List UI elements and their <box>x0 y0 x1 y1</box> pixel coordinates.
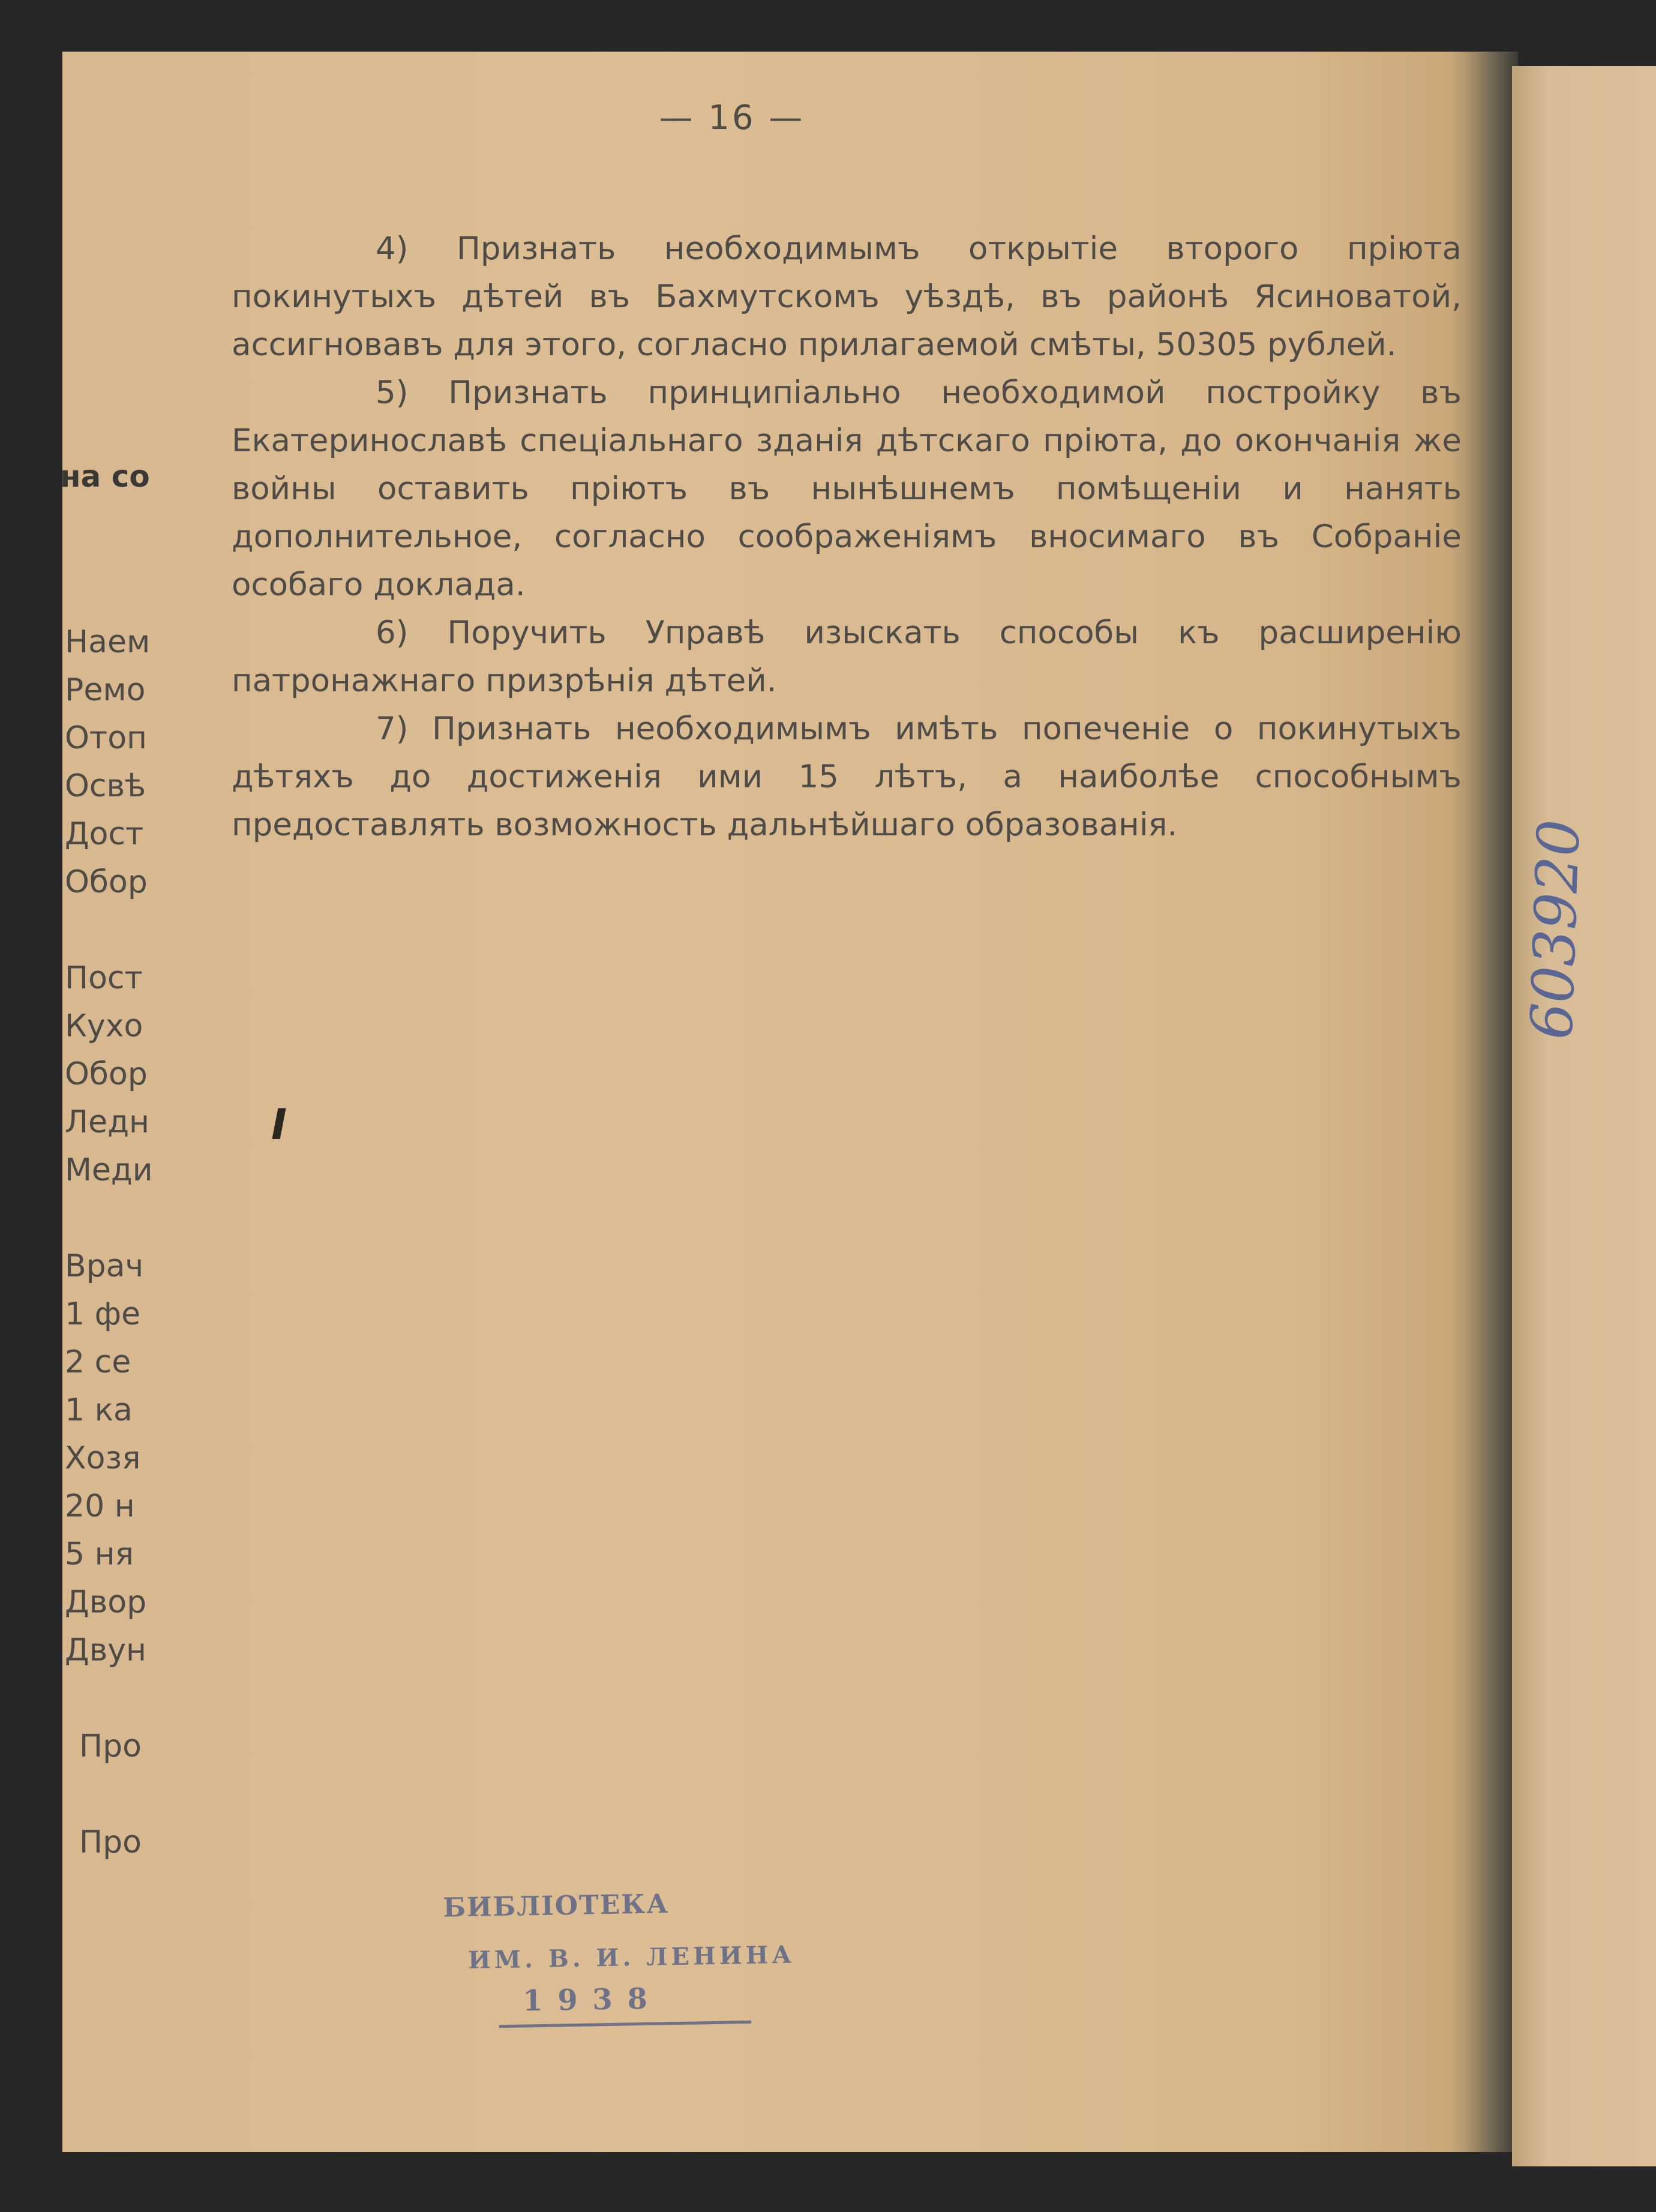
paragraph-5: 5) Признать принципіально необходимой постройку въ Екатеринославѣ спеціальнаго зданія дѣтскаго пріюта, до окончанія же войны оставить пріютъ въ нынѣшнемъ помѣщеніи и нанять дополнительное, согласно соображеніямъ вносимаго въ Собраніе особаго доклада. <box>232 374 1462 603</box>
right-list-item: Врач <box>65 1248 144 1284</box>
paragraph-7: 7) Признать необходимымъ имѣть попеченіе о покинутыхъ дѣтяхъ до достиженія ими 15 лѣтъ, а наиболѣе способнымъ предоставлять возможность дальнѣйшаго образованія. <box>232 711 1462 843</box>
right-list-item: 2 се <box>65 1344 131 1380</box>
handwritten-inventory-number: 603920 <box>1518 818 1593 1041</box>
right-list-item: Отоп <box>65 720 148 756</box>
right-list-item: Освѣ <box>65 768 146 804</box>
right-page <box>1512 66 1656 2166</box>
right-list-item: Дост <box>65 816 144 852</box>
right-list-item: Меди <box>65 1152 153 1188</box>
right-list-item: Про <box>79 1728 142 1764</box>
right-list-item: Ремо <box>65 672 146 708</box>
right-list-item: Пост <box>65 960 143 996</box>
right-list-item: 1 фе <box>65 1296 141 1332</box>
stamp-line-3: 1 9 3 8 <box>522 1982 650 2018</box>
page-body-text <box>232 225 1462 849</box>
right-list-item: 5 ня <box>65 1536 134 1572</box>
right-list-item: 1 ка <box>65 1392 133 1428</box>
right-list-item: Наем <box>65 624 151 660</box>
library-stamp <box>371 1881 796 2038</box>
right-page-heading: на со <box>60 459 150 494</box>
margin-ink-mark: I <box>271 1100 287 1149</box>
right-list-item: Кухо <box>65 1008 143 1044</box>
right-list-item: Двун <box>65 1632 147 1668</box>
right-list-item: Ледн <box>65 1104 150 1140</box>
page-number: — 16 — <box>659 98 805 137</box>
paragraph-4: 4) Признать необходимымъ открытіе второго пріюта покинутыхъ дѣтей въ Бахмутскомъ уѣздѣ, въ районѣ Ясиноватой, ассигновавъ для этого, согласно прилагаемой смѣты, 50305 рублей. <box>232 230 1462 363</box>
right-list-item: Обор <box>65 1056 148 1092</box>
stamp-underline <box>499 2021 751 2028</box>
book-spine <box>1464 52 1518 2152</box>
right-list-item: Хозя <box>65 1440 141 1476</box>
right-list-item: Двор <box>65 1584 147 1620</box>
stamp-line-1: БИБЛІОТЕКА <box>443 1889 670 1923</box>
stamp-line-2: ИМ. В. И. ЛЕНИНА <box>467 1940 796 1975</box>
right-list-item: Обор <box>65 864 148 900</box>
right-list-item: Про <box>79 1824 142 1860</box>
paragraph-6: 6) Поручить Управѣ изыскать способы къ расширенію патронажнаго призрѣнія дѣтей. <box>232 615 1462 699</box>
right-list-item: 20 н <box>65 1488 135 1524</box>
